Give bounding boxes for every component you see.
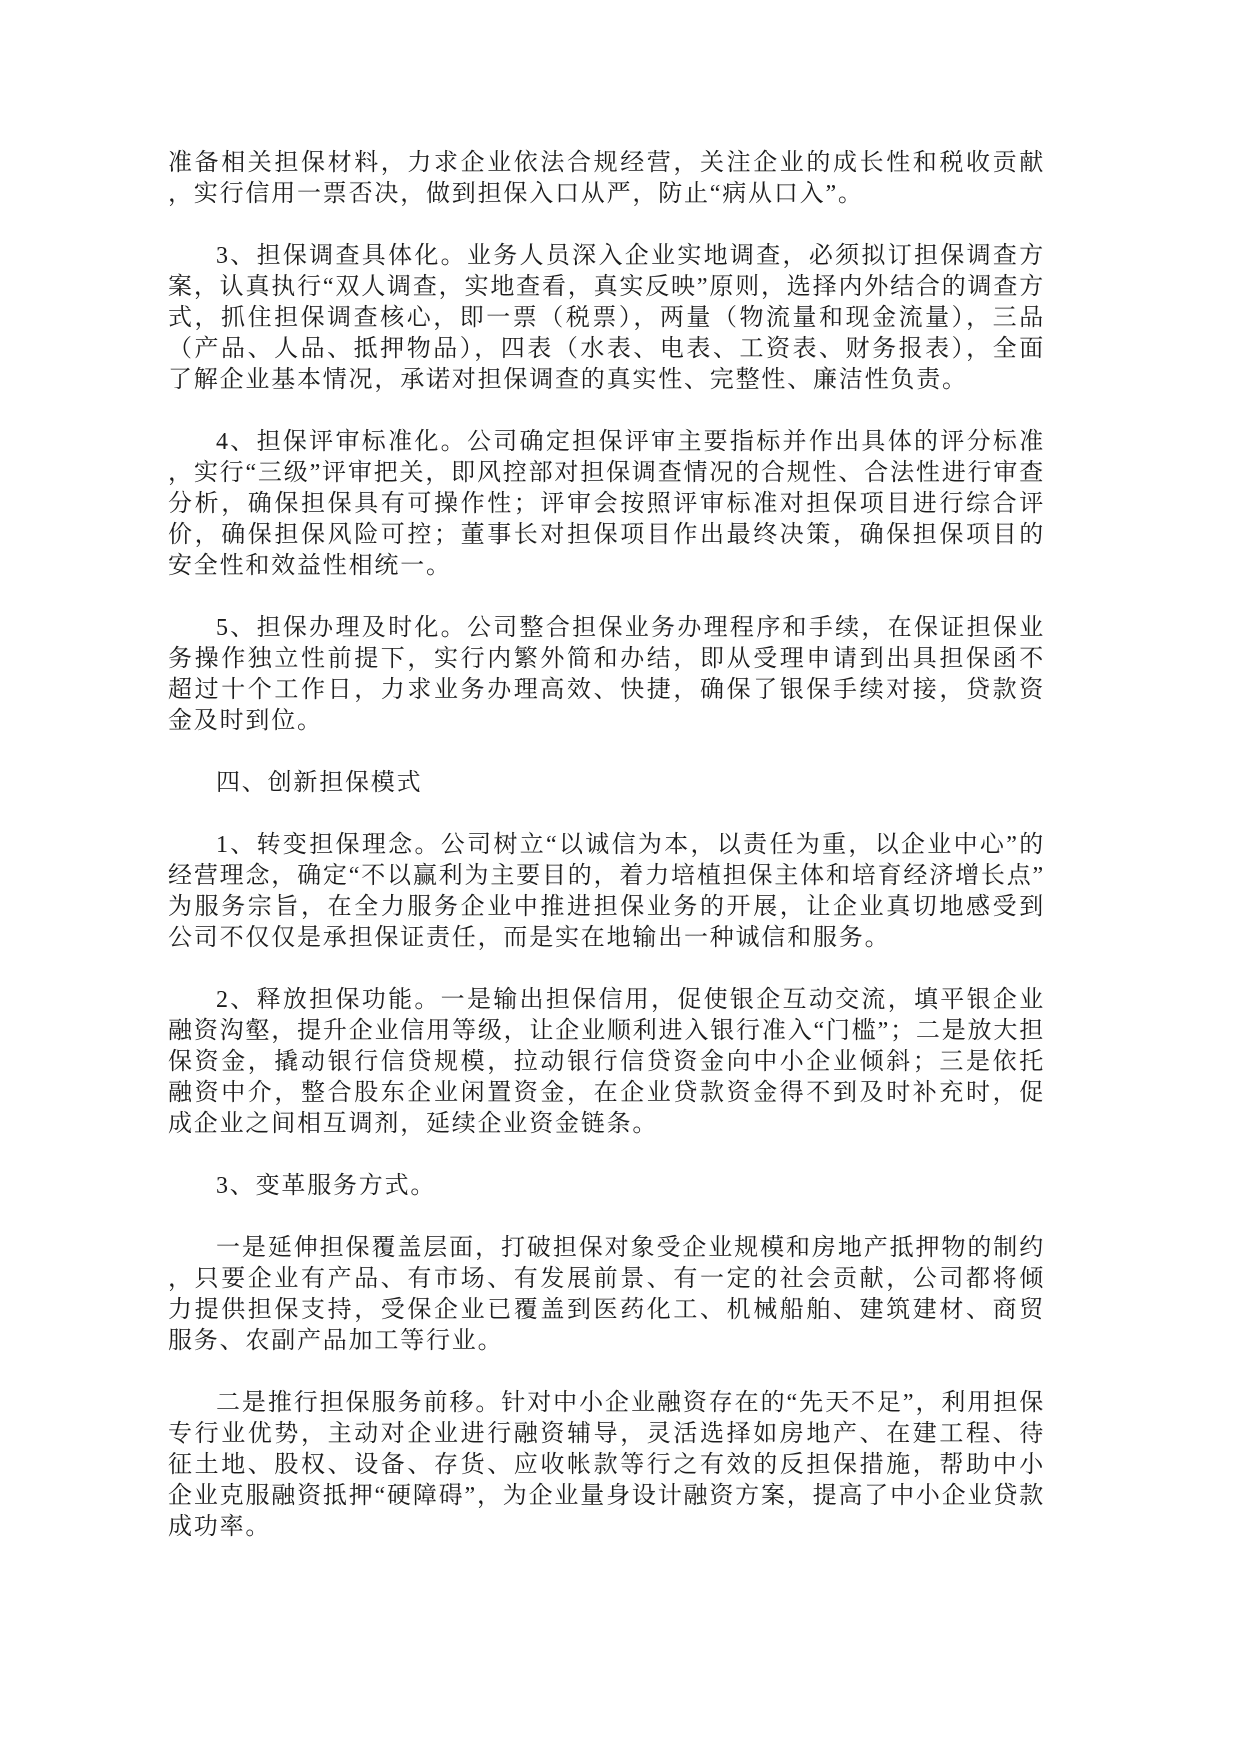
paragraph-item-2: 2、释放担保功能。一是输出担保信用，促使银企互动交流，填平银企业融资沟壑，提升企业信用等级，让企业顺利进入银行准入“门槛”；二是放大担保资金，撬动银行信贷规模，拉动银行信贷资金向中小企业倾斜；三是依托融资中介，整合股东企业闲置资金，在企业贷款资金得不到及时补充时，促成企业之间相互调剂，延续企业资金链条。 (168, 987, 1045, 1137)
paragraph-item-3b: 3、变革服务方式。 (216, 1173, 437, 1199)
paragraph-point-two: 二是推行担保服务前移。针对中小企业融资存在的“先天不足”，利用担保专行业优势，主动对企业进行融资辅导，灵活选择如房地产、在建工程、待征土地、股权、设备、存货、应收帐款等行之有效的反担保措施，帮助中小企业克服融资抵押“硬障碍”，为企业量身设计融资方案，提高了中小企业贷款成功率。 (168, 1390, 1045, 1540)
paragraph-item-4: 4、担保评审标准化。公司确定担保评审主要指标并作出具体的评分标准，实行“三级”评审把关，即风控部对担保调查情况的合规性、合法性进行审查分析，确保担保具有可操作性；评审会按照评审标准对担保项目进行综合评价，确保担保风险可控；董事长对担保项目作出最终决策，确保担保项目的安全性和效益性相统一。 (168, 429, 1045, 579)
paragraph-item-5: 5、担保办理及时化。公司整合担保业务办理程序和手续，在保证担保业务操作独立性前提下，实行内繁外简和办结，即从受理申请到出具担保函不超过十个工作日，力求业务办理高效、快捷，确保了银保手续对接，贷款资金及时到位。 (168, 615, 1045, 734)
document-body (168, 148, 1045, 1543)
section-heading-4: 四、创新担保模式 (216, 770, 423, 796)
paragraph-continuation: 准备相关担保材料，力求企业依法合规经营，关注企业的成长性和税收贡献，实行信用一票否决，做到担保入口从严，防止“病从口入”。 (168, 150, 1045, 207)
paragraph-item-1: 1、转变担保理念。公司树立“以诚信为本，以责任为重，以企业中心”的经营理念，确定“不以赢利为主要目的，着力培植担保主体和培育经济增长点”为服务宗旨，在全力服务企业中推进担保业务的开展，让企业真切地感受到公司不仅仅是承担保证责任，而是实在地输出一种诚信和服务。 (168, 832, 1045, 951)
paragraph-item-3: 3、担保调查具体化。业务人员深入企业实地调查，必须拟订担保调查方案，认真执行“双人调查，实地查看，真实反映”原则，选择内外结合的调查方式，抓住担保调查核心，即一票（税票），两量（物流量和现金流量），三品（产品、人品、抵押物品），四表（水表、电表、工资表、财务报表），全面了解企业基本情况，承诺对担保调查的真实性、完整性、廉洁性负责。 (168, 243, 1045, 393)
paragraph-point-one: 一是延伸担保覆盖层面，打破担保对象受企业规模和房地产抵押物的制约，只要企业有产品、有市场、有发展前景、有一定的社会贡献，公司都将倾力提供担保支持，受保企业已覆盖到医药化工、机械船舶、建筑建材、商贸服务、农副产品加工等行业。 (168, 1235, 1045, 1354)
